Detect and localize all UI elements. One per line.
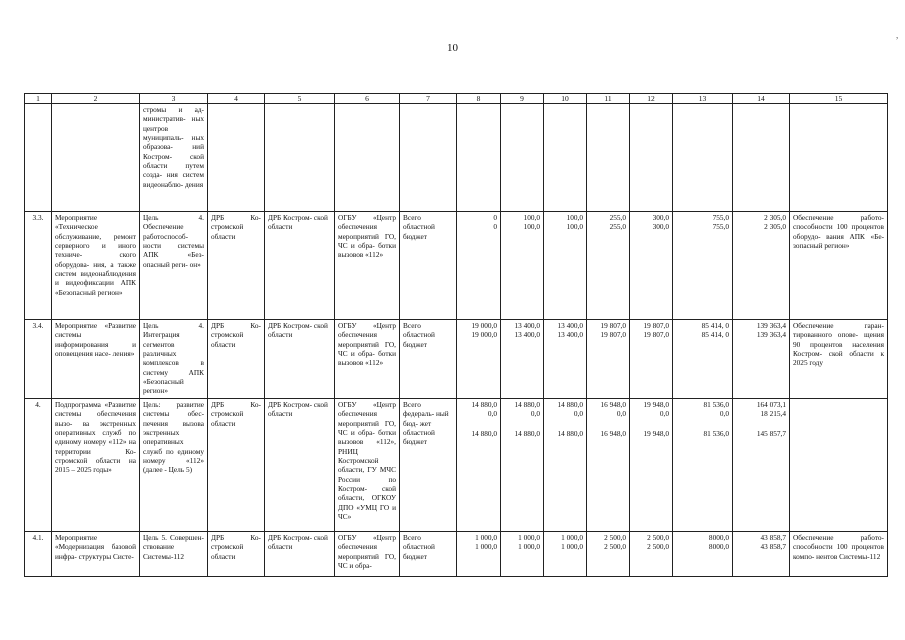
amount-value: 13 400,0 bbox=[557, 330, 583, 340]
amount-value: 0,0 bbox=[530, 409, 540, 419]
amount-value: 13 400,0 bbox=[557, 321, 583, 330]
amount-cell bbox=[587, 104, 630, 212]
amount-cell bbox=[673, 532, 733, 577]
measure-cell bbox=[52, 104, 140, 212]
amount-value: 1 000,0 bbox=[561, 542, 583, 552]
amount-value: 1 000,0 bbox=[475, 533, 497, 542]
amount-value: 255,0 bbox=[609, 222, 626, 232]
amount-value: 100,0 bbox=[566, 222, 583, 232]
table-row bbox=[25, 104, 888, 212]
amount-value: 14 880,0 bbox=[514, 400, 540, 409]
amount-value: 2 500,0 bbox=[647, 542, 669, 552]
amount-value: 1 000,0 bbox=[518, 533, 540, 542]
amount-cell bbox=[501, 399, 544, 532]
column-number: 8 bbox=[457, 94, 501, 104]
amount-value: 8000,0 bbox=[708, 542, 729, 552]
goal-cell: Цель 4. Обеспечение работоспособ- ности системы АПК «Без- опасный реги- он» bbox=[140, 212, 208, 320]
column-number: 10 bbox=[544, 94, 587, 104]
table-row bbox=[25, 532, 888, 577]
participant-cell: ОГБУ «Центр обеспечения мероприятий ГО, ЧС и обра- ботки вызовов «112» bbox=[335, 212, 400, 320]
measure-cell: Мероприятие «Развитие системы информирования и оповещения насе- ления» bbox=[52, 320, 140, 399]
amount-value: 100,0 bbox=[523, 213, 540, 222]
amount-value: 85 414, 0 bbox=[701, 330, 729, 340]
amount-cell bbox=[630, 104, 673, 212]
result-cell bbox=[790, 104, 888, 212]
table-row bbox=[25, 399, 888, 532]
funding-source: Всего bbox=[403, 533, 421, 542]
funding-source-cell bbox=[400, 104, 457, 212]
goal-cell: Цель 4. Интеграция сегментов различных комплексов в систему АПК «Безопасный регион» bbox=[140, 320, 208, 399]
amount-cell bbox=[673, 320, 733, 399]
amount-cell bbox=[457, 320, 501, 399]
coexecutor-cell: ДРБ Костром- ской области bbox=[265, 212, 335, 320]
amount-value: 2 500,0 bbox=[604, 533, 626, 542]
amount-cell bbox=[587, 212, 630, 320]
amount-cell bbox=[544, 532, 587, 577]
amount-value: 13 400,0 bbox=[514, 330, 540, 340]
amount-cell bbox=[733, 532, 790, 577]
participant-cell: ОГБУ «Центр обеспечения мероприятий ГО, ЧС и обра- bbox=[335, 532, 400, 577]
column-number: 6 bbox=[335, 94, 400, 104]
amount-value: 16 948,0 bbox=[600, 428, 626, 438]
column-number: 1 bbox=[25, 94, 52, 104]
amount-value: 19 948,0 bbox=[643, 428, 669, 438]
goal-cell: стромы и ад- министратив- ных центров муниципаль- ных образова- ний Костром- ской области путем созда- ния систем видеонаблю- дения bbox=[140, 104, 208, 212]
amount-value: 2 305,0 bbox=[764, 213, 786, 222]
page-number: 10 bbox=[447, 42, 458, 54]
amount-value: 0,0 bbox=[719, 409, 729, 419]
amount-cell bbox=[630, 212, 673, 320]
amount-value: 14 880,0 bbox=[557, 428, 583, 438]
executor-cell: ДРБ Ко- стромской области bbox=[208, 320, 265, 399]
amount-cell bbox=[544, 320, 587, 399]
funding-source-cell bbox=[400, 320, 457, 399]
amount-value: 16 948,0 bbox=[600, 400, 626, 409]
column-number-row bbox=[25, 94, 888, 104]
column-number: 12 bbox=[630, 94, 673, 104]
funding-source: областной бюджет bbox=[403, 542, 435, 561]
amount-value: 755,0 bbox=[712, 222, 729, 232]
amount-cell bbox=[733, 320, 790, 399]
amount-cell bbox=[501, 104, 544, 212]
table-row bbox=[25, 320, 888, 399]
amount-value: 19 948,0 bbox=[643, 400, 669, 409]
amount-value: 19 807,0 bbox=[643, 330, 669, 340]
amount-value: 2 500,0 bbox=[604, 542, 626, 552]
funding-source: областной бюджет bbox=[403, 330, 435, 349]
row-id-cell: 4. bbox=[25, 399, 52, 532]
amount-cell bbox=[630, 320, 673, 399]
coexecutor-cell: ДРБ Костром- ской области bbox=[265, 320, 335, 399]
funding-source: Всего bbox=[403, 213, 421, 222]
amount-value: 255,0 bbox=[609, 213, 626, 222]
amount-value: 0,0 bbox=[487, 409, 497, 419]
amount-value: 0,0 bbox=[659, 409, 669, 419]
result-cell: Обеспечение работо- способности 100 процентов оборудо- вания АПК «Бе- зопасный регион» bbox=[790, 212, 888, 320]
amount-value: 18 215,4 bbox=[760, 409, 786, 419]
amount-value: 81 536,0 bbox=[703, 428, 729, 438]
corner-mark: , bbox=[896, 30, 899, 40]
amount-cell bbox=[501, 532, 544, 577]
amount-value: 1 000,0 bbox=[475, 542, 497, 552]
participant-cell: ОГБУ «Центр обеспечения мероприятий ГО, ЧС и обра- ботки вызовов «112» bbox=[335, 320, 400, 399]
amount-value: 85 414, 0 bbox=[701, 321, 729, 330]
amount-cell bbox=[733, 212, 790, 320]
result-cell: Обеспечение гаран- тированного опове- щения 90 процентов населения Костром- ской области к 2025 году bbox=[790, 320, 888, 399]
goal-cell: Цель: развитие системы обес- печения вызова экстренных оперативных служб по единому номеру «112» (далее - Цель 5) bbox=[140, 399, 208, 532]
amount-value: 0,0 bbox=[573, 409, 583, 419]
funding-source: областной бюджет bbox=[403, 222, 435, 241]
coexecutor-cell bbox=[265, 104, 335, 212]
amount-value: 19 000,0 bbox=[471, 330, 497, 340]
measure-cell: Мероприятие «Техническое обслуживание, ремонт серверного и иного техниче- ского оборудова- ния, а также систем видеонаблюдения и видеофиксации АПК «Безопасный регион» bbox=[52, 212, 140, 320]
amount-cell bbox=[673, 399, 733, 532]
amount-value: 145 857,7 bbox=[756, 428, 786, 438]
row-id-cell: 4.1. bbox=[25, 532, 52, 577]
column-number: 15 bbox=[790, 94, 888, 104]
amount-value: 81 536,0 bbox=[703, 400, 729, 409]
amount-cell bbox=[673, 104, 733, 212]
row-id-cell: 3.3. bbox=[25, 212, 52, 320]
amount-cell bbox=[457, 212, 501, 320]
executor-cell: ДРБ Ко- стромской области bbox=[208, 399, 265, 532]
amount-cell bbox=[457, 399, 501, 532]
funding-source-cell bbox=[400, 399, 457, 532]
amount-value: 164 073,1 bbox=[756, 400, 786, 409]
amount-value: 139 363,4 bbox=[756, 321, 786, 330]
column-number: 14 bbox=[733, 94, 790, 104]
amount-cell bbox=[673, 212, 733, 320]
row-id-cell: 3.4. bbox=[25, 320, 52, 399]
column-number: 4 bbox=[208, 94, 265, 104]
amount-value: 300,0 bbox=[652, 222, 669, 232]
column-number: 13 bbox=[673, 94, 733, 104]
amount-cell bbox=[501, 212, 544, 320]
executor-cell: ДРБ Ко- стромской области bbox=[208, 532, 265, 577]
column-number: 3 bbox=[140, 94, 208, 104]
amount-value: 755,0 bbox=[712, 213, 729, 222]
amount-value: 0 bbox=[493, 222, 497, 232]
amount-cell bbox=[457, 104, 501, 212]
amount-value: 8000,0 bbox=[708, 533, 729, 542]
amount-value: 300,0 bbox=[652, 213, 669, 222]
amount-value: 13 400,0 bbox=[514, 321, 540, 330]
amount-cell bbox=[587, 399, 630, 532]
column-number: 11 bbox=[587, 94, 630, 104]
funding-source: Всего bbox=[403, 400, 421, 409]
amount-value: 1 000,0 bbox=[518, 542, 540, 552]
executor-cell bbox=[208, 104, 265, 212]
column-number: 7 bbox=[400, 94, 457, 104]
measure-cell: Подпрограмма «Развитие системы обеспечения вызо- ва экстренных оперативных служб по единому номеру «112» на территории Ко- стромской области на 2015 – 2025 годы» bbox=[52, 399, 140, 532]
amount-value: 0,0 bbox=[616, 409, 626, 419]
column-number: 2 bbox=[52, 94, 140, 104]
coexecutor-cell: ДРБ Костром- ской области bbox=[265, 532, 335, 577]
table-row bbox=[25, 212, 888, 320]
amount-value: 43 858,7 bbox=[760, 533, 786, 542]
amount-value: 14 880,0 bbox=[557, 400, 583, 409]
funding-source-cell bbox=[400, 212, 457, 320]
amount-cell bbox=[587, 532, 630, 577]
amount-value: 14 880,0 bbox=[471, 400, 497, 409]
amount-cell bbox=[457, 532, 501, 577]
result-cell bbox=[790, 399, 888, 532]
amount-value: 2 305,0 bbox=[764, 222, 786, 232]
amount-value: 139 363,4 bbox=[756, 330, 786, 340]
program-table bbox=[24, 93, 888, 577]
funding-source: Всего bbox=[403, 321, 421, 330]
amount-value: 14 880,0 bbox=[471, 428, 497, 438]
participant-cell bbox=[335, 104, 400, 212]
funding-source: федераль- ный бюд- жет bbox=[403, 409, 449, 428]
amount-cell bbox=[630, 399, 673, 532]
amount-value: 43 858,7 bbox=[760, 542, 786, 552]
amount-value: 14 880,0 bbox=[514, 428, 540, 438]
amount-value: 19 807,0 bbox=[600, 330, 626, 340]
amount-value: 19 807,0 bbox=[600, 321, 626, 330]
amount-value: 2 500,0 bbox=[647, 533, 669, 542]
amount-value: 100,0 bbox=[523, 222, 540, 232]
amount-value: 100,0 bbox=[566, 213, 583, 222]
amount-cell bbox=[587, 320, 630, 399]
amount-cell bbox=[733, 104, 790, 212]
measure-cell: Мероприятие «Модернизация базовой инфра- структуры Систе- bbox=[52, 532, 140, 577]
amount-value: 19 000,0 bbox=[471, 321, 497, 330]
result-cell: Обеспечение работо- способности 100 процентов компо- нентов Системы-112 bbox=[790, 532, 888, 577]
amount-cell bbox=[544, 212, 587, 320]
amount-cell bbox=[544, 399, 587, 532]
amount-value: 1 000,0 bbox=[561, 533, 583, 542]
amount-cell bbox=[501, 320, 544, 399]
column-number: 9 bbox=[501, 94, 544, 104]
row-id-cell bbox=[25, 104, 52, 212]
executor-cell: ДРБ Ко- стромской области bbox=[208, 212, 265, 320]
column-number: 5 bbox=[265, 94, 335, 104]
funding-source: областной бюджет bbox=[403, 427, 435, 447]
coexecutor-cell: ДРБ Костром- ской области bbox=[265, 399, 335, 532]
amount-cell bbox=[733, 399, 790, 532]
participant-cell: ОГБУ «Центр обеспечения мероприятий ГО, ЧС и обра- ботки вызовов «112», РНИЦ Костромской области, ГУ МЧС России по Костром- ской области, ОГКОУ ДПО «УМЦ ГО и ЧС» bbox=[335, 399, 400, 532]
amount-value: 19 807,0 bbox=[643, 321, 669, 330]
amount-cell bbox=[630, 532, 673, 577]
funding-source-cell bbox=[400, 532, 457, 577]
goal-cell: Цель 5. Совершен- ствование Системы-112 bbox=[140, 532, 208, 577]
amount-value: 0 bbox=[493, 213, 497, 222]
amount-cell bbox=[544, 104, 587, 212]
